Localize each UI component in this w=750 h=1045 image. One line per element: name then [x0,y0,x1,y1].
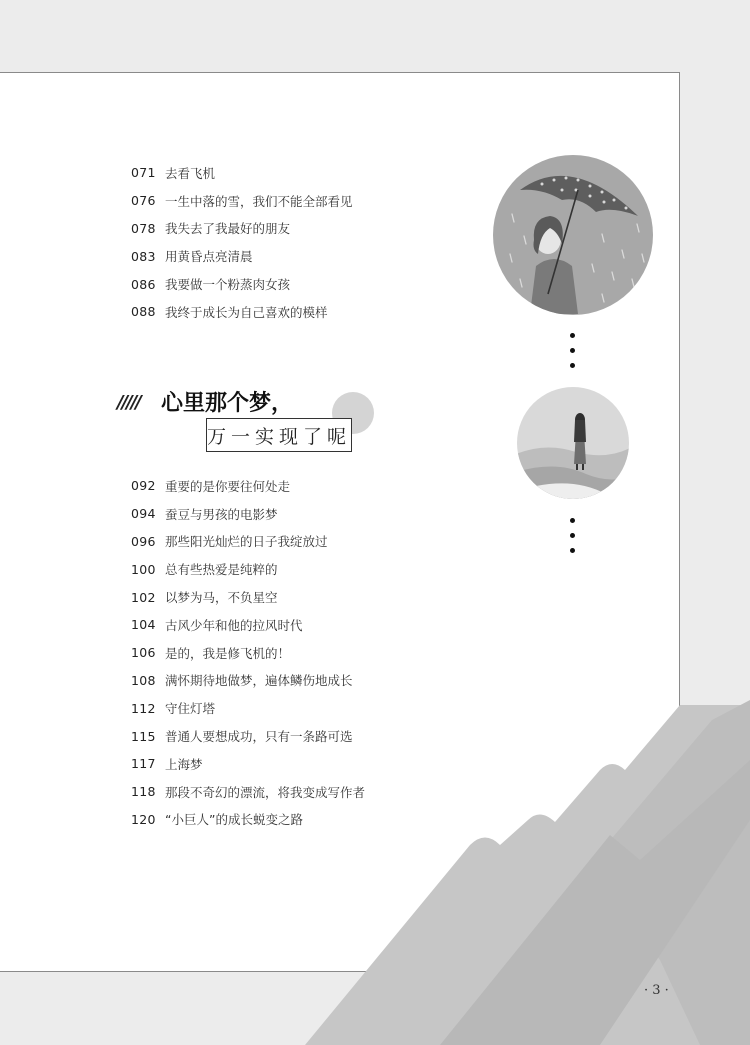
toc-group-2 [131,472,365,833]
toc-page-number: 078 [131,220,156,236]
toc-title: 我要做一个粉蒸肉女孩 [165,277,291,293]
heading-slashes: ///// [117,392,140,413]
toc-entry[interactable] [131,555,365,583]
toc-page-number: 092 [131,478,156,494]
toc-page-number: 108 [131,672,156,688]
toc-page-number: 086 [131,276,156,292]
toc-title: 我失去了我最好的朋友 [165,221,291,237]
toc-entry[interactable] [131,778,365,806]
toc-page-number: 076 [131,193,156,209]
toc-entry[interactable] [131,215,353,243]
toc-title: 古风少年和他的拉风时代 [165,617,303,633]
toc-page-number: 120 [131,811,156,827]
heading-line-2: 万一实现了呢 [207,425,352,448]
toc-page-number: 112 [131,700,156,716]
toc-entry[interactable] [131,611,365,639]
toc-page-number: 094 [131,506,156,522]
umbrella-girl-illustration [492,154,654,316]
toc-entry[interactable] [131,159,353,187]
toc-entry[interactable] [131,750,365,778]
toc-entry[interactable] [131,528,365,556]
toc-page-number: 102 [131,589,156,605]
toc-entry[interactable] [131,583,365,611]
toc-entry[interactable] [131,472,365,500]
toc-title: 上海梦 [165,756,203,772]
toc-page-number: 083 [131,248,156,264]
toc-title: 蚕豆与男孩的电影梦 [165,506,278,522]
toc-title: 以梦为马，不负星空 [165,590,278,606]
toc-page-number: 071 [131,165,156,181]
toc-title: 是的，我是修飞机的！ [165,645,291,661]
toc-entry[interactable] [131,500,365,528]
toc-entry[interactable] [131,694,365,722]
page-number: · 3 · [644,983,669,998]
toc-title: 普通人要想成功，只有一条路可选 [165,729,353,745]
standing-girl-illustration [516,386,630,500]
heading-line-2-box [206,418,352,452]
toc-title: 满怀期待地做梦，遍体鳞伤地成长 [165,673,353,689]
toc-title: 守住灯塔 [165,701,216,717]
toc-page-number: 100 [131,561,156,577]
toc-page-number: 118 [131,784,156,800]
toc-page-number: 115 [131,728,156,744]
toc-page-number: 088 [131,304,156,320]
toc-title: 总有些热爱是纯粹的 [165,562,278,578]
toc-page-number: 104 [131,617,156,633]
toc-page-number: 106 [131,645,156,661]
toc-entry[interactable] [131,639,365,667]
toc-title: 重要的是你要往何处走 [165,478,291,494]
toc-title: 我终于成长为自己喜欢的模样 [165,304,328,320]
toc-page-number: 096 [131,533,156,549]
toc-entry[interactable] [131,187,353,215]
toc-entry[interactable] [131,722,365,750]
toc-title: 那段不奇幻的漂流，将我变成写作者 [165,784,366,800]
toc-entry[interactable] [131,667,365,695]
toc-title: 去看飞机 [165,165,216,181]
toc-entry[interactable] [131,806,365,834]
toc-entry[interactable] [131,270,353,298]
toc-group-1 [131,159,353,326]
toc-title: 一生中落的雪，我们不能全部看见 [165,193,353,209]
toc-title: 那些阳光灿烂的日子我绽放过 [165,534,328,550]
toc-entry[interactable] [131,298,353,326]
heading-line-1: 心里那个梦， [161,391,294,416]
toc-entry[interactable] [131,242,353,270]
toc-title: 用黄昏点亮清晨 [165,249,253,265]
toc-title: “小巨人”的成长蜕变之路 [165,812,303,828]
toc-page-number: 117 [131,756,156,772]
